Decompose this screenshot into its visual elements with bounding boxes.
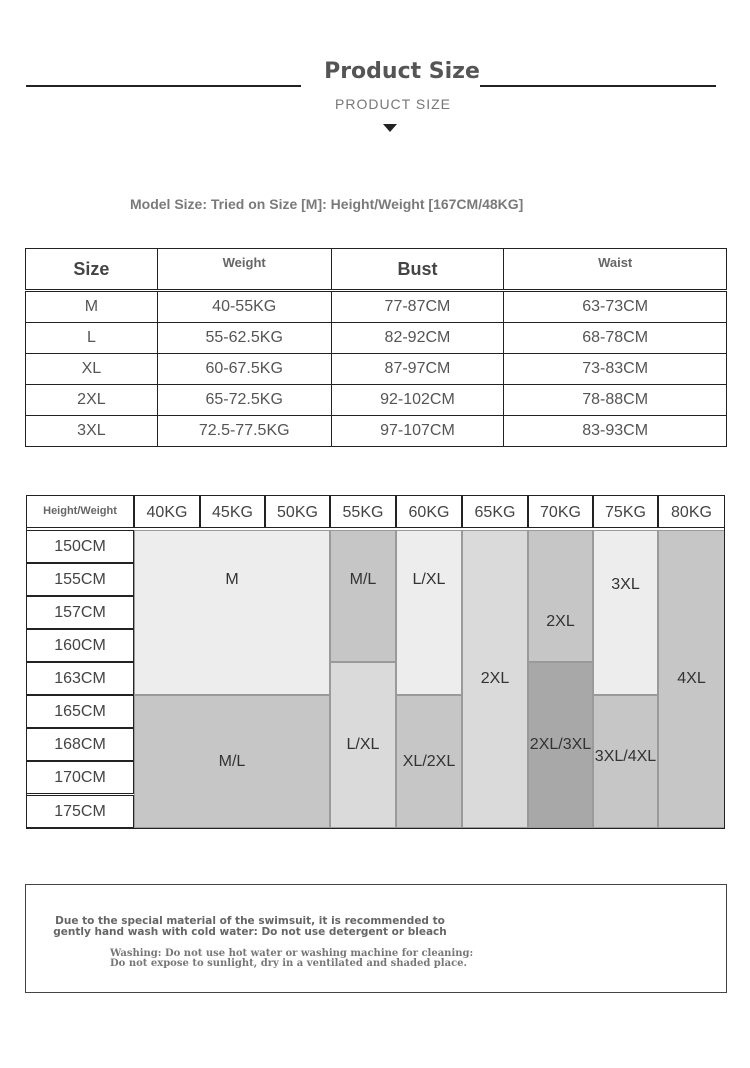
- height-row-165: 165CM: [26, 695, 134, 728]
- cell-weight: 72.5-77.5KG: [157, 416, 331, 447]
- caret-down-icon: [383, 124, 397, 132]
- weight-col-55: 55KG: [330, 495, 396, 528]
- size-block-m: M: [134, 530, 330, 695]
- size-block-3xl-4xl: 3XL/4XL: [593, 695, 658, 828]
- grid-corner-label: Height/Weight: [26, 495, 134, 528]
- weight-col-65: 65KG: [462, 495, 528, 528]
- table-row: [26, 354, 727, 385]
- size-table-header: [26, 249, 727, 291]
- care-instructions-box: [25, 884, 727, 993]
- table-row: [26, 291, 727, 323]
- cell-size: XL: [26, 354, 158, 385]
- size-table: [25, 248, 727, 447]
- size-block-m-l-large: M/L: [134, 695, 330, 828]
- header-waist: Waist: [504, 249, 727, 291]
- page-title: Product Size: [324, 59, 480, 84]
- size-block-l-xl-top: L/XL: [396, 530, 462, 695]
- cell-size: 2XL: [26, 385, 158, 416]
- cell-waist: 63-73CM: [504, 291, 727, 323]
- size-block-2xl-3xl: 2XL/3XL: [528, 662, 593, 828]
- cell-weight: 60-67.5KG: [157, 354, 331, 385]
- cell-bust: 97-107CM: [331, 416, 504, 447]
- cell-size: L: [26, 323, 158, 354]
- table-row: [26, 385, 727, 416]
- cell-weight: 65-72.5KG: [157, 385, 331, 416]
- height-row-168: 168CM: [26, 728, 134, 761]
- size-block-3xl: 3XL: [593, 530, 658, 695]
- cell-size: 3XL: [26, 416, 158, 447]
- cell-waist: 78-88CM: [504, 385, 727, 416]
- cell-bust: 77-87CM: [331, 291, 504, 323]
- cell-weight: 40-55KG: [157, 291, 331, 323]
- table-row: [26, 323, 727, 354]
- weight-col-60: 60KG: [396, 495, 462, 528]
- cell-size: M: [26, 291, 158, 323]
- cell-bust: 82-92CM: [331, 323, 504, 354]
- size-block-l-xl-bottom: L/XL: [330, 662, 396, 828]
- title-block: [322, 58, 482, 120]
- cell-bust: 87-97CM: [331, 354, 504, 385]
- cell-waist: 83-93CM: [504, 416, 727, 447]
- cell-bust: 92-102CM: [331, 385, 504, 416]
- height-row-157: 157CM: [26, 596, 134, 629]
- cell-waist: 68-78CM: [504, 323, 727, 354]
- weight-col-80: 80KG: [658, 495, 725, 528]
- weight-col-45: 45KG: [200, 495, 265, 528]
- header-weight: Weight: [157, 249, 331, 291]
- header-bust: Bust: [331, 249, 504, 291]
- care-note-washing: Washing: Do not use hot water or washing machine for cleaning: Do not expose to sunlight, dry in a ventilated and shaded place.: [110, 948, 474, 969]
- weight-col-50: 50KG: [265, 495, 330, 528]
- care-note-primary: Due to the special material of the swimsuit, it is recommended to gently hand wash with cold water: Do not use detergent or bleach: [53, 915, 447, 938]
- page-subtitle: PRODUCT SIZE: [335, 96, 451, 112]
- height-row-155: 155CM: [26, 563, 134, 596]
- table-row: [26, 416, 727, 447]
- height-row-160: 160CM: [26, 629, 134, 662]
- size-block-xl-2xl: XL/2XL: [396, 695, 462, 828]
- height-row-170: 170CM: [26, 761, 134, 794]
- header-rule-right: [480, 85, 716, 87]
- size-block-4xl: 4XL: [658, 530, 725, 828]
- header-size: Size: [26, 249, 158, 291]
- header-rule-left: [26, 85, 301, 87]
- cell-waist: 73-83CM: [504, 354, 727, 385]
- height-row-175: 175CM: [26, 795, 134, 828]
- size-block-m-l-small: M/L: [330, 530, 396, 662]
- height-row-150: 150CM: [26, 530, 134, 563]
- size-block-2xl: 2XL: [528, 530, 593, 662]
- height-row-163: 163CM: [26, 662, 134, 695]
- weight-col-40: 40KG: [134, 495, 200, 528]
- cell-weight: 55-62.5KG: [157, 323, 331, 354]
- size-block-2xl-tall: 2XL: [462, 530, 528, 828]
- model-size-note: Model Size: Tried on Size [M]: Height/Weight [167CM/48KG]: [130, 196, 524, 212]
- weight-col-70: 70KG: [528, 495, 593, 528]
- weight-col-75: 75KG: [593, 495, 658, 528]
